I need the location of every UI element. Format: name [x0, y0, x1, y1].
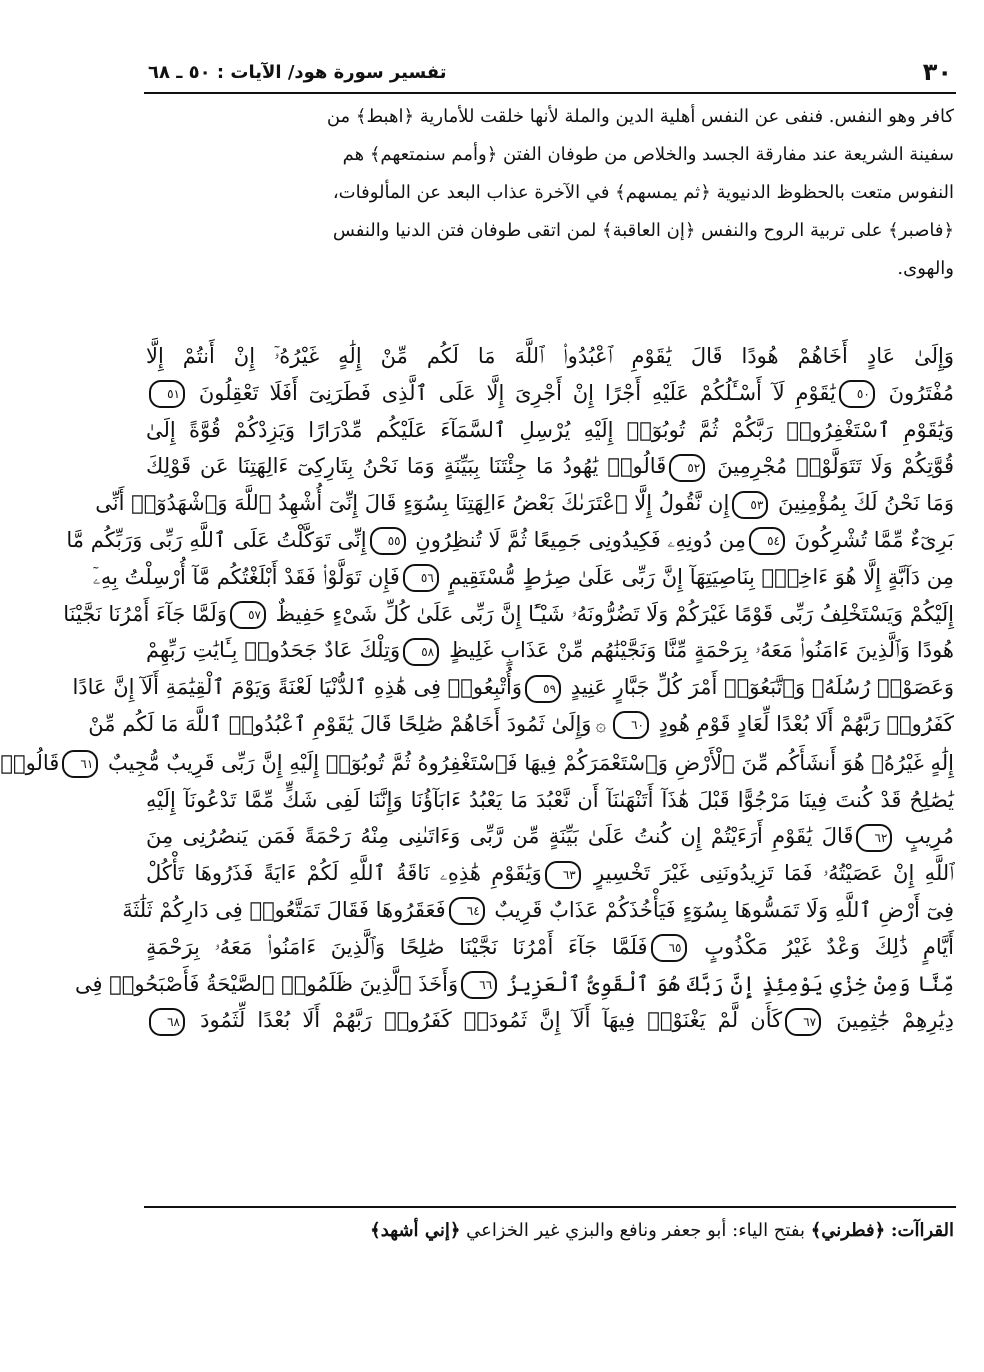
page-number: ٣٠ — [922, 58, 952, 86]
ayah-number-marker: ٦٥ — [651, 934, 687, 962]
page-header — [148, 52, 952, 92]
quran-line — [146, 412, 954, 449]
quran-line — [92, 559, 954, 596]
quran-verse-text: قَالَ يَٰقَوْمِ أَرَءَيْتُمْ إِن كُنتُ عَلَىٰ بَيِّنَةٍ مِّن رَّبِّى وَءَاتَىٰنِى مِنْهُ رَحْمَةً فَمَن يَنصُرُنِى مِنَ — [146, 824, 854, 849]
quran-verse-text: وَأُتْبِعُوا۟ فِى هَٰذِهِ ٱلدُّنْيَا لَعْنَةً وَيَوْمَ ٱلْقِيَٰمَةِ أَلَآ إِنَّ عَادًا — [72, 675, 523, 700]
commentary-line: سفينة الشريعة عند مفارقة الجسد والخلاص من طوفان الفتن ﴿وأمم سنمتعهم﴾ هم — [342, 144, 954, 165]
ayah-number-marker: ٥٤ — [749, 527, 785, 555]
quran-verse-text: وَتِلْكَ عَادٌ جَحَدُوا۟ بِـَٔايَٰتِ رَبِّهِمْ — [146, 638, 401, 663]
running-title: تفسير سورة هود/ الآيات : ٥٠ ـ ٦٨ — [148, 61, 447, 83]
quran-verse-text: فَلَمَّا جَآءَ أَمْرُنَا نَجَّيْنَا صَٰلِحًا وَٱلَّذِينَ ءَامَنُوا۟ مَعَهُۥ بِرَحْمَةٍ — [146, 934, 648, 959]
quran-verse-text: إِن نَّقُولُ إِلَّا ٱعْتَرَىٰكَ بَعْضُ ءَالِهَتِنَا بِسُوٓءٍ قَالَ إِنِّىٓ أُشْهِدُ ٱللَّهَ وَٱشْهَدُوٓا۟ أَنِّى — [95, 491, 730, 516]
ayah-number-marker: ٦٢ — [856, 824, 892, 852]
commentary-line: كافر وهو النفس. فنفى عن النفس أهلية الدين والملة لأنها خلقت للأمارية ﴿اهبط﴾ من — [326, 106, 954, 127]
quran-line — [63, 596, 954, 633]
quran-verse-text: إِلَٰهٍ غَيْرُهُۥ هُوَ أَنشَأَكُم مِّنَ ٱلْأَرْضِ وَٱسْتَعْمَرَكُمْ فِيهَا فَٱسْتَغْفِرُوهُ ثُمَّ تُوبُوٓا۟ إِلَيْهِ إِنَّ رَبِّى قَرِيبٌ مُّجِيبٌ — [101, 750, 954, 775]
quran-line — [88, 706, 954, 745]
commentary-paragraph — [146, 98, 954, 288]
readings-text: بفتح الياء: أبو جعفر ونافع والبزي غير الخزاعي — [466, 1220, 805, 1241]
quran-verse-text: مِن دَآبَّةٍ إِلَّا هُوَ ءَاخِذٌۢ بِنَاصِيَتِهَآ إِنَّ رَبِّى عَلَىٰ صِرَٰطٍ مُّسْتَقِيمٍ — [441, 564, 954, 589]
quran-verse-text: وَيَٰقَوْمِ هَٰذِهِۦ نَاقَةُ ٱللَّهِ لَكُمْ ءَايَةً فَذَرُوهَا تَأْكُلْ — [146, 861, 542, 886]
quran-text-block — [0, 338, 955, 1039]
quran-line — [122, 892, 954, 929]
quran-line — [146, 338, 954, 375]
quran-verse-text: وَمَا نَحْنُ لَكَ بِمُؤْمِنِينَ — [771, 491, 954, 516]
quran-verse-text: أَيَّامٍ ذَٰلِكَ وَعْدٌ غَيْرُ مَكْذُوبٍ — [689, 934, 954, 959]
quran-line — [74, 966, 954, 1003]
quran-verse-text: ٱللَّهِ إِنْ عَصَيْتُهُۥ فَمَا تَزِيدُونَنِى غَيْرَ تَخْسِيرٍ — [583, 861, 954, 886]
quran-verse-text: هُودًا وَٱلَّذِينَ ءَامَنُوا۟ مَعَهُۥ بِرَحْمَةٍ مِّنَّا وَنَجَّيْنَٰهُم مِّنْ عَذَابٍ غَلِيظٍ — [442, 638, 955, 663]
quran-verse-text: يَٰصَٰلِحُ قَدْ كُنتَ فِينَا مَرْجُوًّا قَبْلَ هَٰذَآ أَتَنْهَىٰنَآ أَن نَّعْبُدَ مَا يَعْبُدُ ءَابَآؤُنَا وَإِنَّنَا لَفِى شَكٍّ مِّمَّا تَدْعُونَآ إِلَيْهِ — [146, 787, 954, 812]
ayah-number-marker: ٦٤ — [449, 897, 485, 925]
quran-verse-text: دِيَٰرِهِمْ جَٰثِمِينَ — [824, 1008, 954, 1033]
quran-line — [146, 782, 954, 819]
quran-verse-text: إِنِّى تَوَكَّلْتُ عَلَى ٱللَّهِ رَبِّى وَرَبِّكُم مَّا — [66, 527, 367, 552]
quran-line — [66, 522, 954, 559]
ayah-number-marker: ٥٦ — [403, 564, 439, 592]
quran-line — [146, 632, 954, 669]
commentary-line: والهوى. — [897, 258, 954, 279]
ayah-number-marker: ٦٣ — [545, 861, 581, 889]
quran-verse-text: قَالُوا۟ يَٰهُودُ مَا جِئْتَنَا بِبَيِّنَةٍ وَمَا نَحْنُ بِتَارِكِىٓ ءَالِهَتِنَا عَن قَوْلِكَ — [146, 454, 667, 479]
quran-verse-text: وَإِلَىٰ ثَمُودَ أَخَاهُمْ صَٰلِحًا قَالَ يَٰقَوْمِ ٱعْبُدُوا۟ ٱللَّهَ مَا لَكُم مِّنْ — [88, 711, 592, 736]
ayah-number-marker: ٦٠ — [613, 711, 649, 739]
quran-verse-text: وَعَصَوْا۟ رُسُلَهُۥ وَٱتَّبَعُوٓا۟ أَمْرَ كُلِّ جَبَّارٍ عَنِيدٍ — [564, 675, 954, 700]
quran-verse-text: مِن دُونِهِۦ فَكِيدُونِى جَمِيعًا ثُمَّ لَا تُنظِرُونِ — [408, 527, 746, 552]
quran-line — [95, 485, 954, 522]
ayah-number-marker: ٦٧ — [785, 1008, 821, 1036]
quran-verse-text: وَلَمَّا جَآءَ أَمْرُنَا نَجَّيْنَا — [63, 601, 227, 626]
quran-line — [146, 818, 954, 855]
header-divider — [144, 92, 956, 94]
readings-word: ﴿فطرني﴾ — [810, 1220, 886, 1241]
commentary-line: النفوس متعت بالحظوظ الدنيوية ﴿ثم يمسهم﴾ في الآخرة عذاب البعد عن المألوفات، — [332, 182, 954, 203]
quran-verse-text: مُفْتَرُونَ — [877, 380, 954, 405]
readings-note — [146, 1214, 954, 1248]
hizb-star-icon: ۞ — [595, 714, 606, 736]
ayah-number-marker: ٥١ — [149, 380, 185, 408]
readings-word: ﴿إني أشهد﴾ — [370, 1220, 461, 1241]
ayah-number-marker: ٦٦ — [461, 971, 497, 999]
quran-line — [146, 448, 954, 485]
quran-verse-text: يَٰقَوْمِ لَآ أَسْـَٔلُكُمْ عَلَيْهِ أَجْرًا إِنْ أَجْرِىَ إِلَّا عَلَى ٱلَّذِى فَطَرَنِىٓ أَفَلَا تَعْقِلُونَ — [188, 380, 836, 405]
quran-verse-text: قَالُوا۟ — [0, 750, 60, 775]
ayah-number-marker: ٦١ — [62, 750, 98, 778]
quran-line — [146, 1002, 954, 1039]
ayah-number-marker: ٥٩ — [525, 675, 561, 703]
commentary-line: ﴿فاصبر﴾ على تربية الروح والنفس ﴿إن العاقبة﴾ لمن اتقى طوفان فتن الدنيا والنفس — [332, 220, 954, 241]
quran-verse-text: مُرِيبٍ — [895, 824, 955, 849]
quran-verse-text: كَأَن لَّمْ يَغْنَوْا۟ فِيهَآ أَلَآ إِنَّ ثَمُودَا۟ كَفَرُوا۟ رَبَّهُمْ أَلَا بُعْدًا لِّثَمُودَ — [188, 1008, 783, 1033]
ayah-number-marker: ٥٢ — [669, 454, 705, 482]
ayah-number-marker: ٦٨ — [149, 1008, 185, 1036]
quran-verse-text: مِّنَّا وَمِنْ خِزْىِ يَوْمِئِذٍ إِنَّ رَبَّكَ هُوَ ٱلْقَوِىُّ ٱلْعَزِيزُ — [500, 971, 954, 996]
ayah-number-marker: ٥٥ — [370, 527, 406, 555]
quran-line — [146, 929, 954, 966]
quran-line — [146, 855, 954, 892]
quran-verse-text: وَيَٰقَوْمِ ٱسْتَغْفِرُوا۟ رَبَّكُمْ ثُمَّ تُوبُوٓا۟ إِلَيْهِ يُرْسِلِ ٱلسَّمَآءَ عَلَيْكُم مِّدْرَارًا وَيَزِدْكُمْ قُوَّةً إِلَىٰ — [146, 417, 954, 442]
quran-line — [0, 745, 954, 782]
readings-label: القراآت: — [890, 1220, 954, 1241]
ayah-number-marker: ٥٨ — [403, 638, 439, 666]
quran-verse-text: فَعَقَرُوهَا فَقَالَ تَمَتَّعُوا۟ فِى دَارِكُمْ ثَلَٰثَةَ — [122, 897, 446, 922]
ayah-number-marker: ٥٧ — [230, 601, 266, 629]
ayah-number-marker: ٥٠ — [839, 380, 875, 408]
quran-verse-text: بَرِىٓءٌ مِّمَّا تُشْرِكُونَ — [788, 527, 954, 552]
quran-line — [72, 669, 954, 706]
footer-divider — [144, 1206, 956, 1208]
quran-verse-text: فِىٓ أَرْضِ ٱللَّهِ وَلَا تَمَسُّوهَا بِسُوٓءٍ فَيَأْخُذَكُمْ عَذَابٌ قَرِيبٌ — [487, 897, 954, 922]
ayah-number-marker: ٥٣ — [732, 491, 768, 519]
quran-verse-text: وَأَخَذَ ٱلَّذِينَ ظَلَمُوا۟ ٱلصَّيْحَةُ فَأَصْبَحُوا۟ فِى — [74, 971, 459, 996]
quran-verse-text: وَإِلَىٰ عَادٍ أَخَاهُمْ هُودًا قَالَ يَٰقَوْمِ ٱعْبُدُوا۟ ٱللَّهَ مَا لَكُم مِّنْ إِلَٰهٍ غَيْرُهُۥٓ إِنْ أَنتُمْ إِلَّا — [146, 344, 954, 368]
quran-verse-text: كَفَرُوا۟ رَبَّهُمْ أَلَا بُعْدًا لِّعَادٍ قَوْمِ هُودٍ — [651, 711, 954, 736]
quran-verse-text: إِلَيْكُمْ وَيَسْتَخْلِفُ رَبِّى قَوْمًا غَيْرَكُمْ وَلَا تَضُرُّونَهُۥ شَيْـًٔا إِنَّ رَبِّى عَلَىٰ كُلِّ شَىْءٍ حَفِيظٌ — [268, 601, 954, 626]
quran-line — [146, 375, 954, 412]
quran-verse-text: فَإِن تَوَلَّوْا۟ فَقَدْ أَبْلَغْتُكُم مَّآ أُرْسِلْتُ بِهِۦٓ — [92, 564, 400, 589]
quran-verse-text: قُوَّتِكُمْ وَلَا تَتَوَلَّوْا۟ مُجْرِمِينَ — [708, 454, 954, 479]
